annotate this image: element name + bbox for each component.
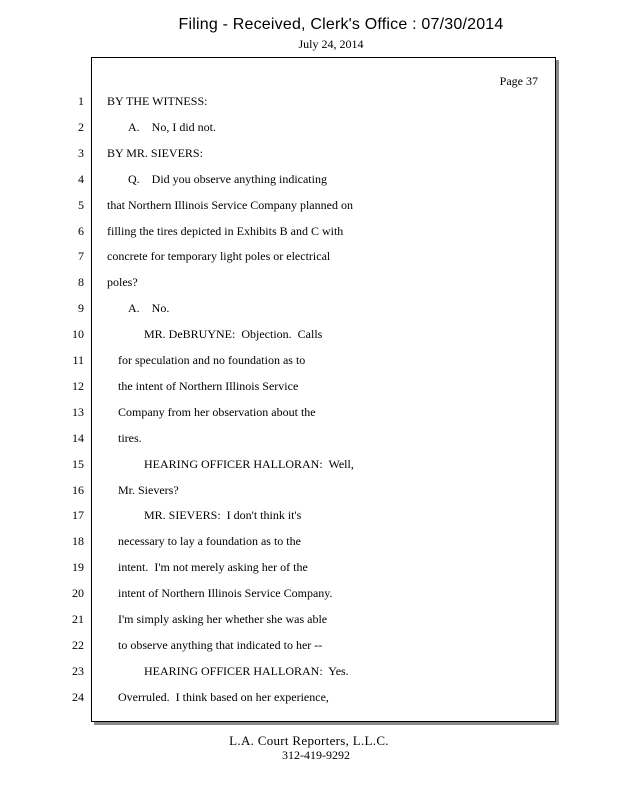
line-number: 13 (72, 405, 84, 419)
transcript-line: necessary to lay a foundation as to the (118, 534, 301, 548)
line-number: 12 (72, 379, 84, 393)
transcript-line: the intent of Northern Illinois Service (118, 379, 299, 393)
line-number: 9 (78, 301, 84, 315)
line-number: 14 (72, 431, 84, 445)
transcript-line: to observe anything that indicated to her -- (118, 638, 323, 652)
line-number: 1 (78, 94, 84, 108)
transcript-date: July 24, 2014 (298, 37, 364, 51)
transcript-line: HEARING OFFICER HALLORAN: Yes. (144, 664, 349, 678)
line-number: 19 (72, 560, 84, 574)
line-number: 22 (72, 638, 84, 652)
transcript-line: intent of Northern Illinois Service Company. (118, 586, 333, 600)
filing-stamp: Filing - Received, Clerk's Office : 07/30/2014 (178, 16, 504, 33)
footer-phone: 312-419-9292 (282, 748, 350, 762)
line-number: 15 (72, 457, 84, 471)
transcript-line: BY MR. SIEVERS: (107, 146, 203, 160)
transcript-line: poles? (107, 275, 138, 289)
line-number: 3 (78, 146, 84, 160)
transcript-line: filling the tires depicted in Exhibits B and C with (107, 224, 344, 238)
transcript-line: BY THE WITNESS: (107, 94, 208, 108)
line-number: 2 (78, 120, 84, 134)
transcript-line: tires. (118, 431, 142, 445)
page-number: Page 37 (499, 74, 538, 88)
line-number: 21 (72, 612, 84, 626)
transcript-line: A. No. (128, 301, 170, 315)
transcript-line: MR. SIEVERS: I don't think it's (144, 508, 302, 522)
line-number: 18 (72, 534, 84, 548)
line-number: 4 (78, 172, 84, 186)
transcript-line: I'm simply asking her whether she was able (118, 612, 328, 626)
line-number: 11 (72, 353, 84, 367)
line-number: 7 (78, 249, 84, 263)
transcript-line: for speculation and no foundation as to (118, 353, 306, 367)
transcript-line: intent. I'm not merely asking her of the (118, 560, 308, 574)
transcript-line: Overruled. I think based on her experience, (118, 690, 329, 704)
line-number: 6 (78, 224, 84, 238)
footer-company: L.A. Court Reporters, L.L.C. (229, 733, 389, 748)
line-number: 17 (72, 508, 84, 522)
line-number: 8 (78, 275, 84, 289)
transcript-line: HEARING OFFICER HALLORAN: Well, (144, 457, 354, 471)
transcript-line: Mr. Sievers? (118, 483, 179, 497)
transcript-line: A. No, I did not. (128, 120, 216, 134)
line-number: 20 (72, 586, 84, 600)
line-number: 5 (78, 198, 84, 212)
transcript-line: Q. Did you observe anything indicating (128, 172, 327, 186)
line-number: 16 (72, 483, 84, 497)
transcript-line: Company from her observation about the (118, 405, 316, 419)
transcript-line: that Northern Illinois Service Company planned on (107, 198, 353, 212)
transcript-line: MR. DeBRUYNE: Objection. Calls (144, 327, 323, 341)
transcript-line: concrete for temporary light poles or electrical (107, 249, 331, 263)
line-number: 24 (72, 690, 84, 704)
line-number: 10 (72, 327, 84, 341)
line-number: 23 (72, 664, 84, 678)
